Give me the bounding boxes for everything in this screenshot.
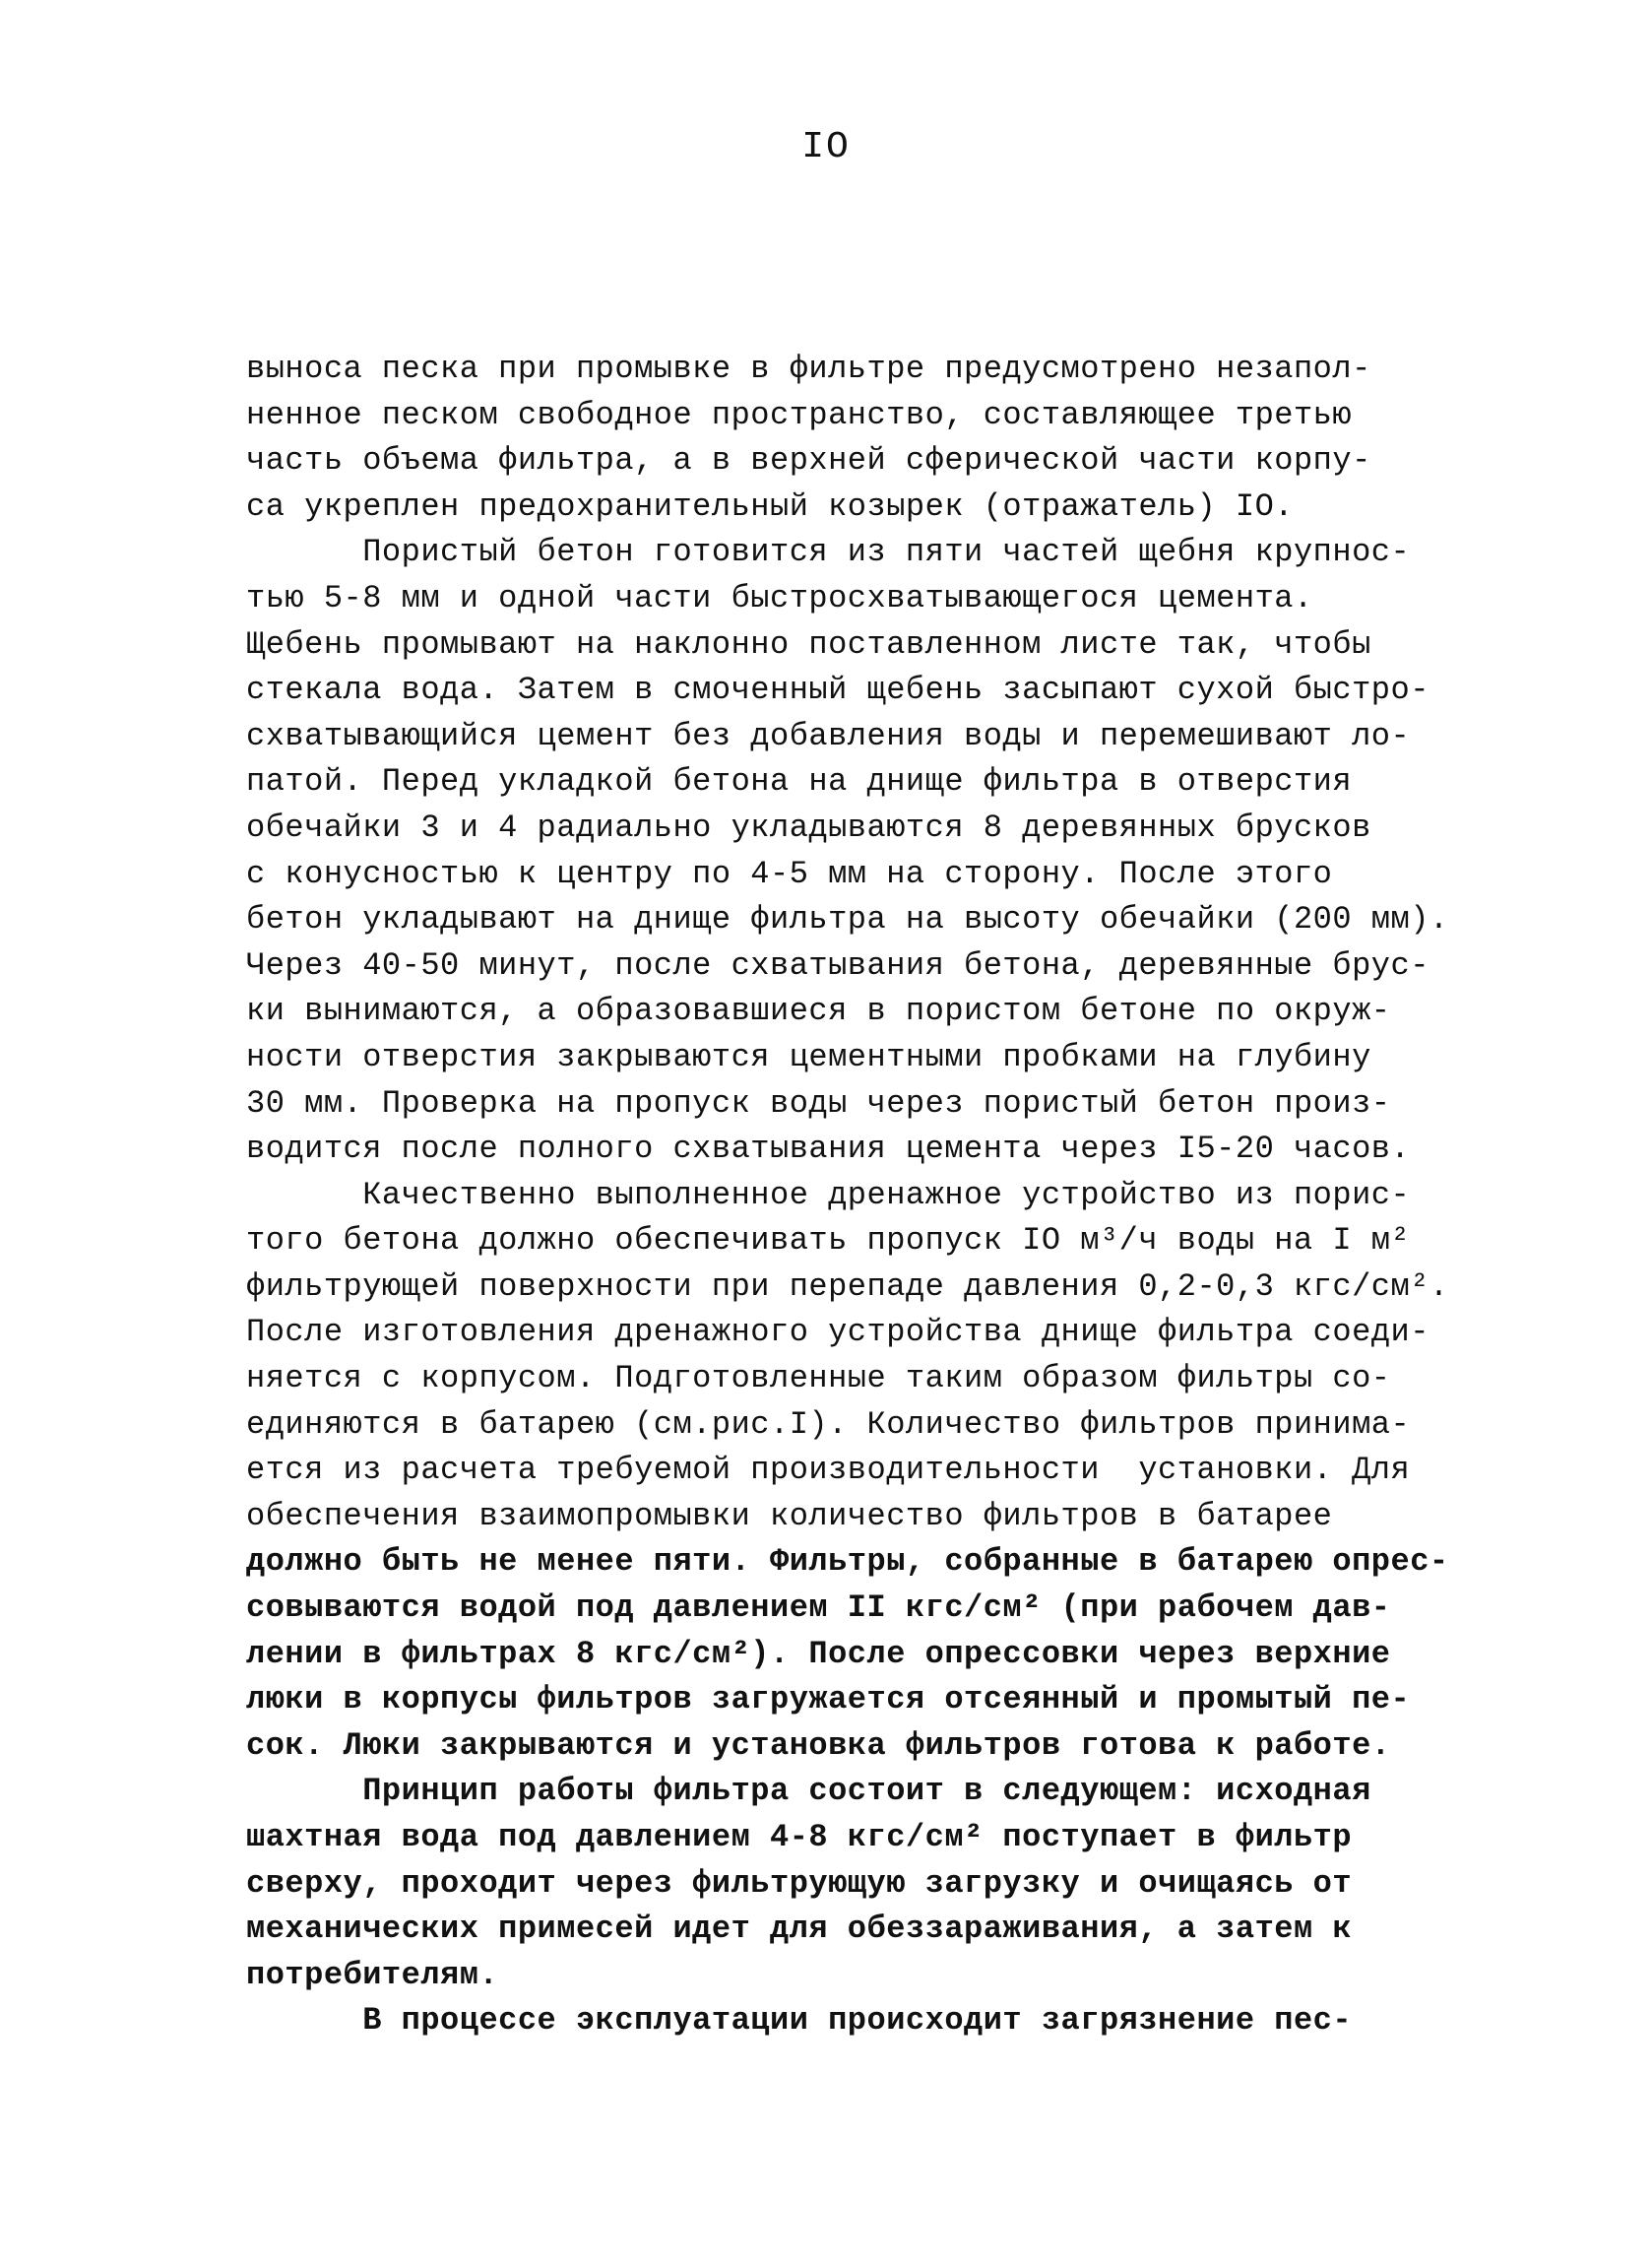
text-line: совываются водой под давлением II кгс/см² (при рабочем дав- <box>246 1589 1391 1627</box>
text-line: тью 5-8 мм и одной части быстросхватывающегося цемента. <box>246 579 1313 616</box>
text-line: часть объема фильтра, а в верхней сферической части корпу- <box>246 442 1371 480</box>
text-line: Качественно выполненное дренажное устройство из порис- <box>246 1176 1411 1213</box>
text-line: 30 мм. Проверка на пропуск воды через пористый бетон произ- <box>246 1084 1391 1122</box>
text-line: с конусностью к центру по 4-5 мм на сторону. После этого <box>246 855 1333 892</box>
text-line: Щебень промывают на наклонно поставленном листе так, чтобы <box>246 625 1371 663</box>
text-line: ки вынимаются, а образовавшиеся в пористом бетоне по окруж- <box>246 993 1391 1030</box>
text-line: ненное песком свободное пространство, составляющее третью <box>246 396 1353 433</box>
text-line: водится после полного схватывания цемента через I5-20 часов. <box>246 1131 1411 1168</box>
text-line: сок. Люки закрываются и установка фильтров готова к работе. <box>246 1726 1391 1764</box>
text-line: потребителям. <box>246 1956 499 1993</box>
text-line: механических примесей идет для обеззараживания, а затем к <box>246 1911 1353 1948</box>
text-line: фильтрующей поверхности при перепаде давления 0,2-0,3 кгс/см². <box>246 1267 1449 1305</box>
text-line: обеспечения взаимопромывки количество фильтров в батарее <box>246 1497 1333 1534</box>
text-line: люки в корпусы фильтров загружается отсеянный и промытый пе- <box>246 1681 1411 1718</box>
text-line: выноса песка при промывке в фильтре предусмотрено незапол- <box>246 351 1371 387</box>
text-line: ности отверстия закрываются цементными пробками на глубину <box>246 1038 1371 1075</box>
text-line: няется с корпусом. Подготовленные таким образом фильтры со- <box>246 1360 1391 1397</box>
text-line: Принцип работы фильтра состоит в следующем: исходная <box>246 1773 1371 1810</box>
text-line: После изготовления дренажного устройства днище фильтра соеди- <box>246 1314 1430 1351</box>
text-line: патой. Перед укладкой бетона на днище фильтра в отверстия <box>246 763 1353 801</box>
body-text <box>246 347 1526 2044</box>
text-line: единяются в батарею (см.рис.I). Количество фильтров принима- <box>246 1405 1411 1443</box>
text-line: шахтная вода под давлением 4-8 кгс/см² поступает в фильтр <box>246 1819 1353 1855</box>
text-line: В процессе эксплуатации происходит загрязнение пес- <box>246 2002 1353 2040</box>
text-line: ется из расчета требуемой производительности установки. Для <box>246 1452 1411 1489</box>
text-line: того бетона должно обеспечивать пропуск IO м³/ч воды на I м² <box>246 1222 1411 1260</box>
text-line: бетон укладывают на днище фильтра на высоту обечайки (200 мм). <box>246 901 1449 939</box>
text-line: схватывающийся цемент без добавления воды и перемешивают ло- <box>246 717 1411 754</box>
page-number: IO <box>801 126 851 168</box>
text-line: са укреплен предохранительный козырек (отражатель) IO. <box>246 487 1294 525</box>
text-line: Пористый бетон готовится из пяти частей щебня крупнос- <box>246 534 1411 571</box>
text-line: должно быть не менее пяти. Фильтры, собранные в батарею опрес- <box>246 1543 1449 1581</box>
text-line: стекала вода. Затем в смоченный щебень засыпают сухой быстро- <box>246 672 1430 709</box>
text-line: лении в фильтрах 8 кгс/см²). После опрессовки через верхние <box>246 1635 1391 1672</box>
text-line: сверху, проходит через фильтрующую загрузку и очищаясь от <box>246 1864 1353 1902</box>
text-line: Через 40-50 минут, после схватывания бетона, деревянные брус- <box>246 946 1430 984</box>
text-line: обечайки 3 и 4 радиально укладываются 8 деревянных брусков <box>246 809 1371 846</box>
